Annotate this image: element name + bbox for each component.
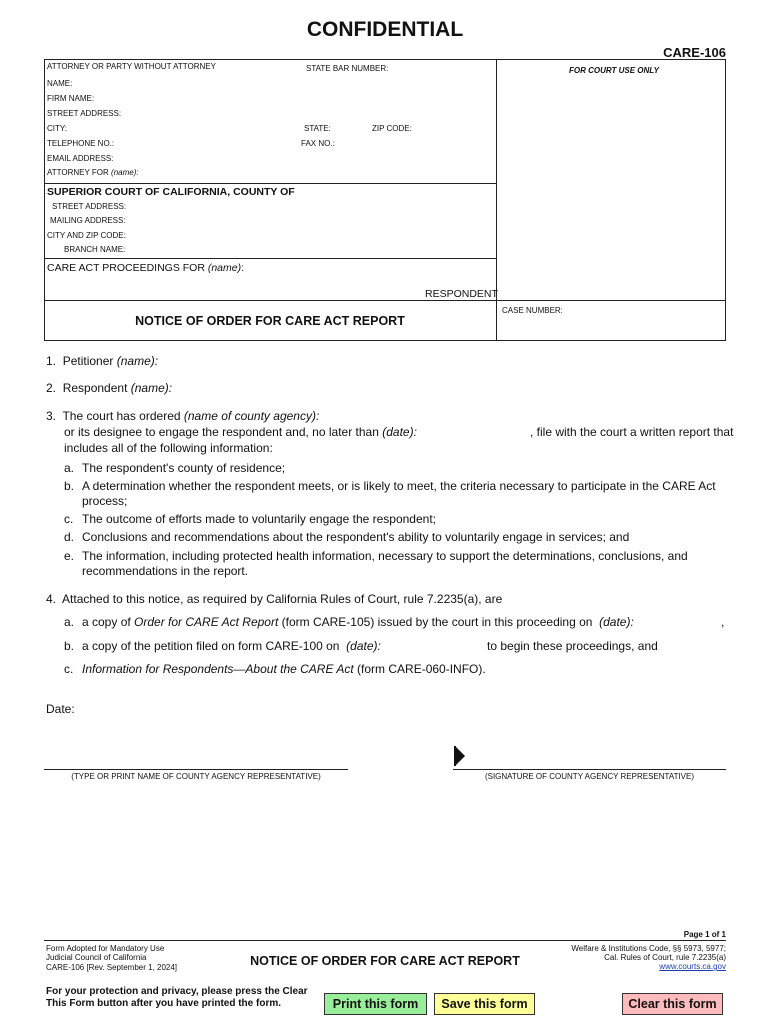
item-4c-text bbox=[82, 662, 486, 676]
item-1 bbox=[46, 354, 158, 368]
proceedings-colon: : bbox=[241, 262, 245, 274]
item-4-text: Attached to this notice, as required by California Rules of Court, rule 7.2235(a), are bbox=[62, 592, 503, 606]
item-3-line-2 bbox=[64, 425, 417, 439]
item-3e-letter: e. bbox=[64, 549, 75, 563]
court-street-label: STREET ADDRESS: bbox=[52, 202, 127, 211]
name-caption: (TYPE OR PRINT NAME OF COUNTY AGENCY REPRESENTATIVE) bbox=[71, 772, 321, 781]
confidential-heading: CONFIDENTIAL bbox=[306, 18, 464, 41]
item-2-number: 2. bbox=[46, 381, 57, 395]
court-branch-label: BRANCH NAME: bbox=[64, 245, 126, 254]
print-button[interactable]: Print this form bbox=[324, 993, 427, 1015]
telephone-label: TELEPHONE NO.: bbox=[47, 139, 115, 148]
item-3b-text-1: A determination whether the respondent meets, or is likely to meet, the criteria necessary to participate in the CARE Act bbox=[82, 479, 716, 493]
item-4a-pre: a copy of bbox=[82, 615, 135, 629]
zip-code-label: ZIP CODE: bbox=[372, 124, 412, 133]
state-bar-label: STATE BAR NUMBER: bbox=[306, 64, 389, 73]
item-4c-letter: c. bbox=[64, 662, 74, 676]
item-3e-text-2: recommendations in the report. bbox=[82, 564, 249, 578]
attorney-for-text: ATTORNEY FOR bbox=[47, 168, 109, 177]
court-title: SUPERIOR COURT OF CALIFORNIA, COUNTY OF bbox=[47, 186, 295, 198]
proceedings-hint: (name) bbox=[207, 262, 242, 274]
item-3-text: The court has ordered bbox=[62, 409, 181, 423]
item-4a-end: , bbox=[721, 615, 725, 629]
item-3-number: 3. bbox=[46, 409, 57, 423]
attorney-for-hint: (name): bbox=[111, 168, 139, 177]
item-3c-letter: c. bbox=[64, 512, 74, 526]
court-city-zip-label: CITY AND ZIP CODE: bbox=[47, 231, 126, 240]
firm-name-label: FIRM NAME: bbox=[47, 94, 95, 103]
item-4 bbox=[46, 592, 502, 606]
court-use-label: FOR COURT USE ONLY bbox=[569, 66, 659, 75]
item-1-hint: (name): bbox=[116, 354, 159, 368]
item-4b-pre: a copy of the petition filed on form CARE-100 on bbox=[82, 639, 340, 653]
adopted-text: Form Adopted for Mandatory Use bbox=[46, 944, 165, 953]
item-4b-end: to begin these proceedings, and bbox=[487, 639, 658, 653]
fax-label: FAX NO.: bbox=[301, 139, 335, 148]
name-label: NAME: bbox=[47, 79, 73, 88]
item-2-hint: (name): bbox=[130, 381, 173, 395]
item-4a-hint: (date): bbox=[599, 615, 634, 629]
item-2 bbox=[46, 381, 172, 395]
courts-link[interactable]: www.courts.ca.gov bbox=[659, 962, 726, 971]
proceedings-text: CARE ACT PROCEEDINGS FOR bbox=[47, 262, 205, 274]
case-number-label: CASE NUMBER: bbox=[502, 306, 563, 315]
item-3d-letter: d. bbox=[64, 530, 75, 544]
clear-button[interactable]: Clear this form bbox=[622, 993, 723, 1015]
attorney-section-bottom bbox=[44, 183, 496, 184]
form-number: CARE-106 bbox=[663, 45, 726, 60]
item-3-hint: (name of county agency): bbox=[183, 409, 320, 423]
item-3 bbox=[46, 409, 319, 423]
item-3b-letter: b. bbox=[64, 479, 75, 493]
item-3a-text: The respondent's county of residence; bbox=[82, 461, 286, 475]
page-number: Page 1 of 1 bbox=[683, 930, 726, 939]
item-3c-text: The outcome of efforts made to voluntarily engage the respondent; bbox=[82, 512, 436, 526]
item-3-line-2-end: , file with the court a written report that bbox=[530, 425, 734, 439]
court-mailing-label: MAILING ADDRESS: bbox=[50, 216, 126, 225]
item-4a-letter: a. bbox=[64, 615, 75, 629]
state-label: STATE: bbox=[304, 124, 331, 133]
date-label: Date: bbox=[46, 702, 75, 716]
form-title: NOTICE OF ORDER FOR CARE ACT REPORT bbox=[135, 314, 405, 328]
footer-rule bbox=[44, 940, 726, 941]
privacy-note-1: For your protection and privacy, please press the Clear bbox=[46, 986, 308, 997]
item-4b-letter: b. bbox=[64, 639, 75, 653]
item-4a-post: (form CARE-105) issued by the court in this proceeding on bbox=[278, 615, 593, 629]
court-section-bottom bbox=[44, 258, 496, 259]
council-text: Judicial Council of California bbox=[46, 953, 147, 962]
item-1-number: 1. bbox=[46, 354, 57, 368]
item-3e-text-1: The information, including protected health information, necessary to support the determinations, conclusions, and bbox=[82, 549, 688, 563]
signature-caption: (SIGNATURE OF COUNTY AGENCY REPRESENTATIVE) bbox=[484, 772, 695, 781]
name-line bbox=[44, 769, 348, 770]
signature-line bbox=[453, 769, 726, 770]
item-3-date-hint: (date): bbox=[382, 425, 417, 439]
save-button[interactable]: Save this form bbox=[434, 993, 535, 1015]
city-label: CITY: bbox=[47, 124, 68, 133]
email-label: EMAIL ADDRESS: bbox=[47, 154, 114, 163]
item-4a-italic: Order for CARE Act Report bbox=[134, 615, 279, 629]
item-3d-text: Conclusions and recommendations about the respondent's ability to voluntarily engage in services; and bbox=[82, 530, 630, 544]
signature-arrow-icon bbox=[454, 745, 466, 772]
attorney-for-label bbox=[47, 168, 139, 177]
item-3-line-3: includes all of the following information: bbox=[64, 441, 273, 455]
footer-title: NOTICE OF ORDER FOR CARE ACT REPORT bbox=[250, 954, 520, 968]
item-4a-text bbox=[82, 615, 634, 629]
caption-box bbox=[44, 59, 726, 341]
item-2-text: Respondent bbox=[62, 381, 128, 395]
item-4c-italic: Information for Respondents—About the CARE Act bbox=[82, 662, 354, 676]
attorney-label: ATTORNEY OR PARTY WITHOUT ATTORNEY bbox=[47, 62, 216, 71]
item-4b-hint: (date): bbox=[346, 639, 381, 653]
item-3b-text-2: process; bbox=[82, 494, 128, 508]
item-4b-text bbox=[82, 639, 381, 653]
item-4c-post: (form CARE-060-INFO). bbox=[353, 662, 486, 676]
proceedings-label bbox=[47, 262, 244, 274]
parties-section-bottom bbox=[44, 300, 726, 301]
item-4-number: 4. bbox=[46, 592, 57, 606]
item-3-line-2-text: or its designee to engage the respondent and, no later than bbox=[64, 425, 379, 439]
street-address-label: STREET ADDRESS: bbox=[47, 109, 122, 118]
revision-text: CARE-106 [Rev. September 1, 2024] bbox=[46, 963, 178, 972]
item-1-text: Petitioner bbox=[62, 354, 114, 368]
privacy-note-2: This Form button after you have printed the form. bbox=[46, 998, 282, 1009]
item-3a-letter: a. bbox=[64, 461, 75, 475]
code-citation-2: Cal. Rules of Court, rule 7.2235(a) bbox=[604, 953, 726, 962]
respondent-label: RESPONDENT bbox=[425, 288, 498, 300]
code-citation-1: Welfare & Institutions Code, §§ 5973, 5977; bbox=[571, 944, 726, 953]
